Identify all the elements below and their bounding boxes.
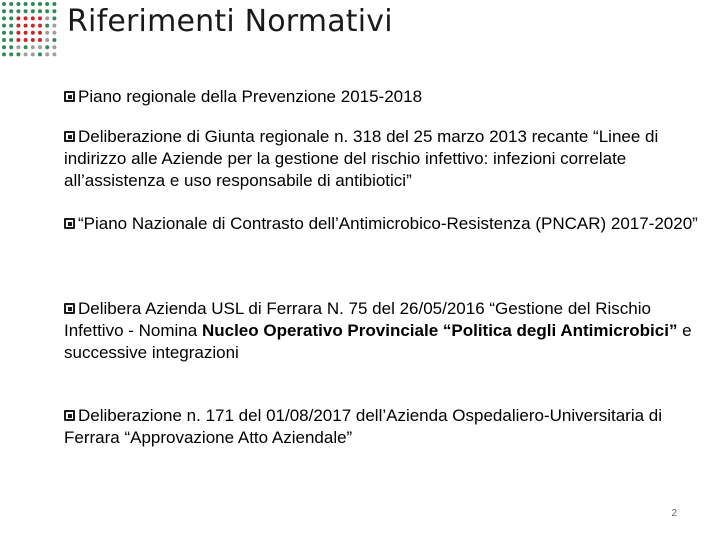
dot (38, 16, 42, 20)
dot (38, 31, 42, 35)
dot (9, 38, 13, 42)
bullet-text: “Piano Nazionale di Contrasto dell’Antimicrobico-Resistenza (PNCAR) 2017-2020” (78, 214, 698, 233)
dot (45, 45, 49, 49)
square-bullet-icon (64, 131, 75, 142)
dot (38, 52, 42, 56)
square-bullet-icon (64, 303, 75, 314)
bullet-item-1 (64, 86, 422, 108)
dot (2, 24, 6, 28)
dot (31, 31, 35, 35)
bullet-item-3 (64, 213, 698, 235)
dot (31, 2, 35, 6)
dot (9, 16, 13, 20)
dot (9, 2, 13, 6)
dot (24, 9, 28, 13)
dot (24, 45, 28, 49)
dot (52, 31, 56, 35)
bullet-bold-text: Nucleo Operativo Provinciale “Politica degli Antimicrobici” (201, 321, 678, 340)
dot (31, 9, 35, 13)
square-bullet-icon (64, 91, 75, 102)
bullet-text: Delibera Azienda USL di Ferrara N. 75 del 26/05/2016 “Gestione del Rischio Infettivo - Nomina (64, 299, 651, 340)
dot (52, 2, 56, 6)
dot (52, 16, 56, 20)
dot (31, 38, 35, 42)
bullet-text: e successive integrazioni (64, 321, 692, 362)
bullet-item-4 (64, 298, 704, 364)
dot (9, 31, 13, 35)
dot (38, 2, 42, 6)
dot (45, 2, 49, 6)
dot (38, 38, 42, 42)
dot (31, 16, 35, 20)
dot (45, 24, 49, 28)
dot (9, 24, 13, 28)
dot (31, 45, 35, 49)
bullet-item-5 (64, 405, 704, 449)
dot (16, 24, 20, 28)
dot (9, 45, 13, 49)
dot (52, 45, 56, 49)
dot (2, 45, 6, 49)
dot (2, 2, 6, 6)
dot (24, 31, 28, 35)
dot (2, 16, 6, 20)
dot (38, 45, 42, 49)
dot (16, 52, 20, 56)
dot (16, 2, 20, 6)
dot (52, 24, 56, 28)
bullet-item-2 (64, 126, 704, 192)
dot (2, 52, 6, 56)
square-bullet-icon (64, 218, 75, 229)
dot (2, 31, 6, 35)
dot (2, 38, 6, 42)
dot (38, 9, 42, 13)
dot (45, 31, 49, 35)
dot (52, 52, 56, 56)
dot (45, 52, 49, 56)
dot (24, 52, 28, 56)
dot (24, 38, 28, 42)
bullet-text: Deliberazione di Giunta regionale n. 318 del 25 marzo 2013 recante “Linee di indirizzo alle Aziende per la gestione del rischio infettivo: infezioni correlate all’assistenza e uso responsabile di antibiotici” (64, 127, 659, 190)
dot (16, 45, 20, 49)
bullet-text: Deliberazione n. 171 del 01/08/2017 dell’Azienda Ospedaliero-Universitaria di Ferrara “Approvazione Atto Aziendale” (64, 406, 663, 447)
slide-title: Riferimenti Normativi (67, 4, 393, 39)
dot (9, 9, 13, 13)
dot (16, 31, 20, 35)
dot (16, 16, 20, 20)
page-number: 2 (671, 508, 677, 519)
dot (31, 52, 35, 56)
dot-grid-icon (0, 0, 62, 62)
dot (52, 9, 56, 13)
dot (45, 9, 49, 13)
bullet-text: Piano regionale della Prevenzione 2015-2018 (78, 87, 423, 106)
dot (16, 38, 20, 42)
dot (45, 38, 49, 42)
dot (24, 2, 28, 6)
dot (2, 9, 6, 13)
dot (24, 24, 28, 28)
dot (45, 16, 49, 20)
dot (24, 16, 28, 20)
dot (16, 9, 20, 13)
dot (31, 24, 35, 28)
dot (38, 24, 42, 28)
dot (9, 52, 13, 56)
square-bullet-icon (64, 410, 75, 421)
dot (52, 38, 56, 42)
